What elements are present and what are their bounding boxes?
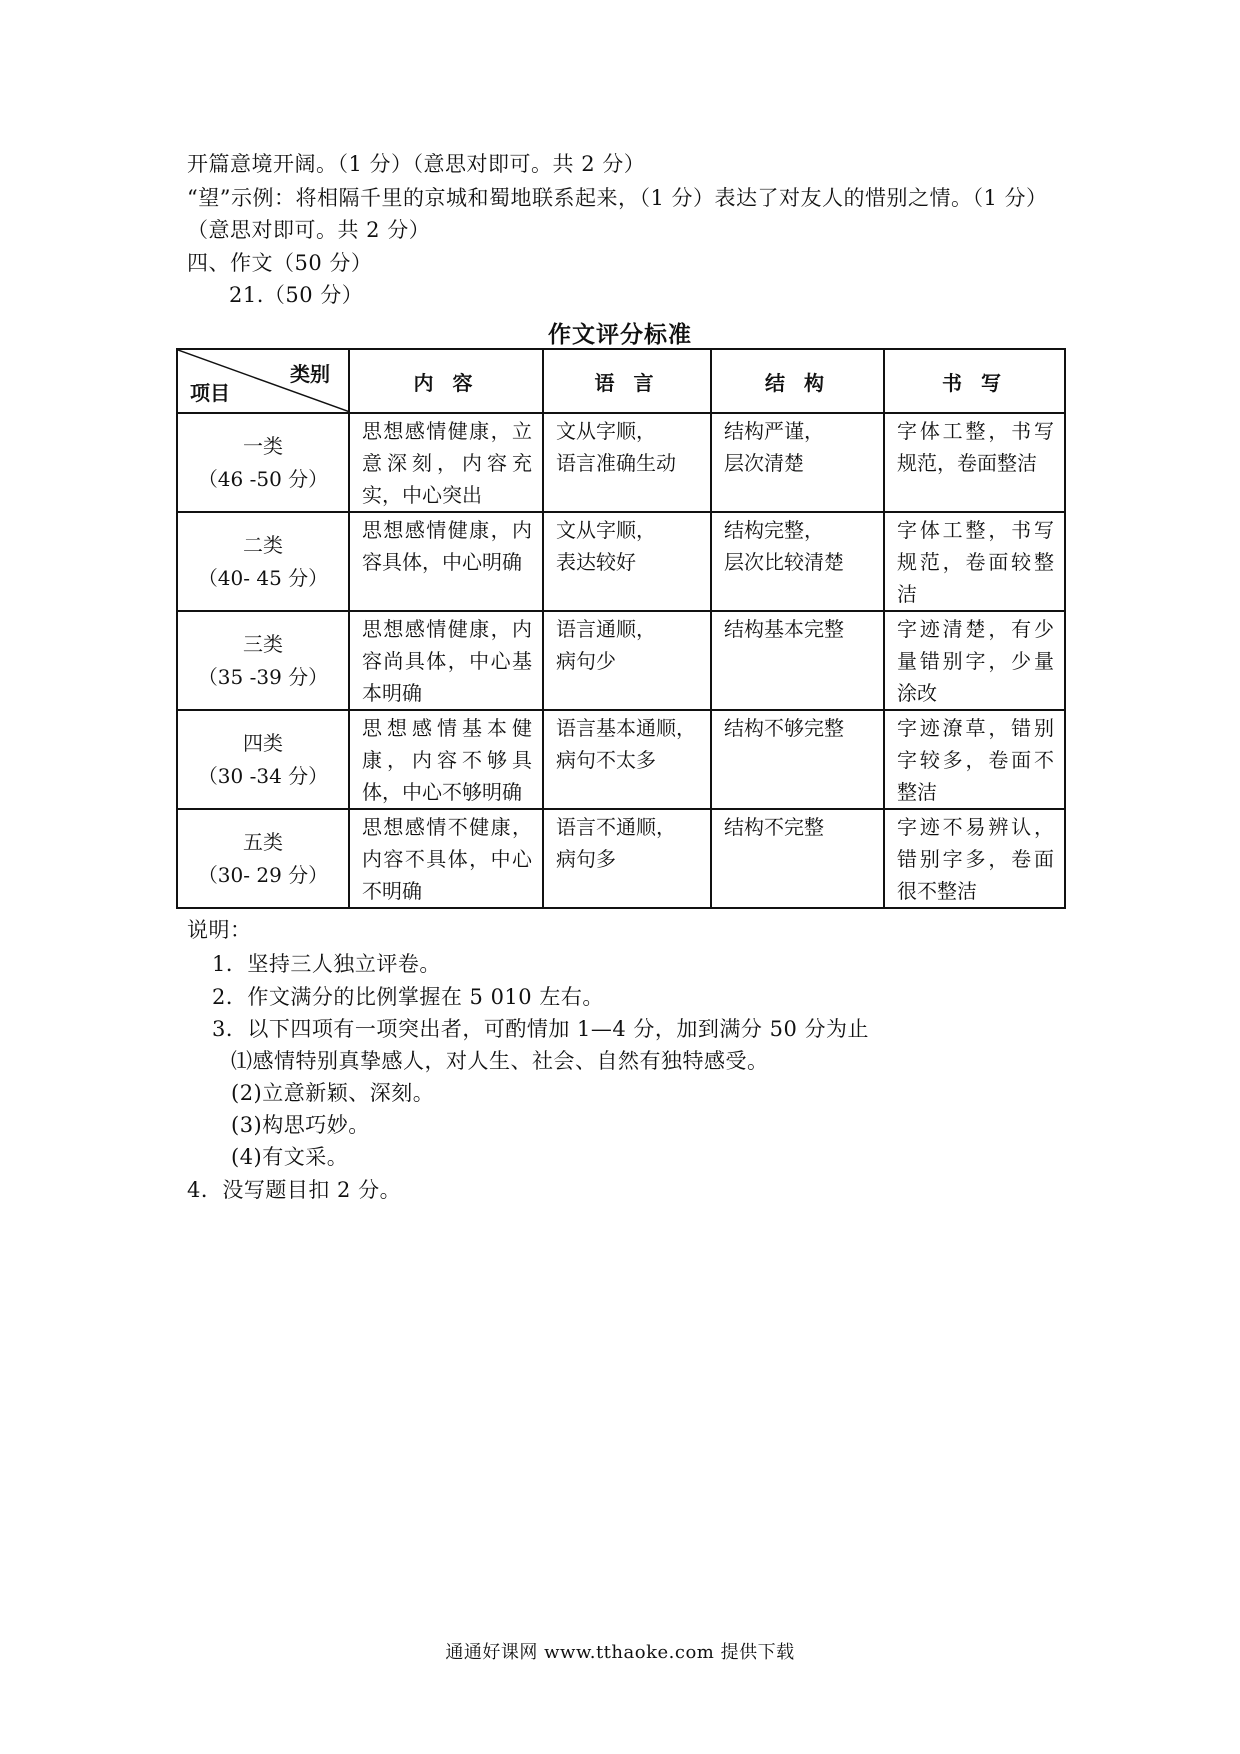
writing-criteria: 字迹不易辨认，错别字多，卷面很不整洁: [884, 809, 1065, 908]
grade-cell: [177, 710, 349, 809]
intro-line-3: （意思对即可。共 2 分）: [187, 218, 431, 242]
page-footer: 通通好课网 www.tthaoke.com 提供下载: [445, 1642, 795, 1663]
structure-criteria: 结构完整， 层次比较清楚: [711, 512, 884, 611]
grade-cell: [177, 809, 349, 908]
language-criteria: 语言通顺， 病句少: [543, 611, 711, 710]
table-title: 作文评分标准: [548, 321, 692, 348]
section-heading-composition: 四、作文（50 分）: [187, 251, 373, 275]
grade-range: （30- 29 分）: [197, 862, 329, 887]
grade-name: 五类: [243, 829, 283, 854]
notes-heading: 说明：: [187, 918, 252, 942]
grade-range: （30 -34 分）: [197, 763, 329, 788]
structure-criteria: 结构严谨， 层次清楚: [711, 413, 884, 512]
language-criteria: 文从字顺， 语言准确生动: [543, 413, 711, 512]
header-language: 语 言: [543, 349, 711, 413]
grading-table: [176, 348, 1066, 909]
writing-criteria: 字迹清楚，有少量错别字，少量涂改: [884, 611, 1065, 710]
content-criteria: 思想感情基本健康，内容不够具体，中心不够明确: [349, 710, 543, 809]
table-row: [177, 611, 1065, 710]
header-structure: 结 构: [711, 349, 884, 413]
grade-cell: [177, 611, 349, 710]
note-item: 4．没写题目扣 2 分。: [187, 1178, 402, 1202]
content-criteria: 思想感情健康，内容尚具体，中心基本明确: [349, 611, 543, 710]
writing-criteria: 字体工整，书写规范，卷面较整洁: [884, 512, 1065, 611]
note-subitem: ⑴感情特别真挚感人，对人生、社会、自然有独特感受。: [231, 1049, 769, 1073]
grade-range: （46 -50 分）: [197, 466, 329, 491]
header-writing: 书 写: [884, 349, 1065, 413]
note-item: 2．作文满分的比例掌握在 5 010 左右。: [212, 985, 604, 1009]
note-subitem: (3)构思巧妙。: [231, 1113, 370, 1137]
structure-criteria: 结构不够完整: [711, 710, 884, 809]
language-criteria: 语言基本通顺， 病句不太多: [543, 710, 711, 809]
table-row: [177, 413, 1065, 512]
note-subitem: (2)立意新颖、深刻。: [231, 1081, 435, 1105]
grade-name: 一类: [243, 433, 283, 458]
grade-range: （35 -39 分）: [197, 664, 329, 689]
header-corner-cell: [177, 349, 349, 413]
question-21-label: 21.（50 分）: [229, 283, 364, 307]
intro-line-1: 开篇意境开阔。（1 分）（意思对即可。共 2 分）: [187, 152, 646, 176]
note-subitem: (4)有文采。: [231, 1145, 349, 1169]
grade-cell: [177, 512, 349, 611]
language-criteria: 语言不通顺， 病句多: [543, 809, 711, 908]
grade-name: 二类: [243, 532, 283, 557]
grade-name: 四类: [243, 730, 283, 755]
grade-cell: [177, 413, 349, 512]
structure-criteria: 结构基本完整: [711, 611, 884, 710]
writing-criteria: 字体工整，书写规范，卷面整洁: [884, 413, 1065, 512]
header-item-label: 项目: [190, 381, 230, 405]
table-row: [177, 809, 1065, 908]
note-item: 3．以下四项有一项突出者，可酌情加 1—4 分，加到满分 50 分为止: [212, 1017, 870, 1041]
grade-range: （40- 45 分）: [197, 565, 329, 590]
table-row: [177, 512, 1065, 611]
content-criteria: 思想感情不健康，内容不具体，中心不明确: [349, 809, 543, 908]
content-criteria: 思想感情健康，内容具体，中心明确: [349, 512, 543, 611]
header-content: 内 容: [349, 349, 543, 413]
note-item: 1．坚持三人独立评卷。: [212, 952, 441, 976]
header-category-label: 类别: [290, 362, 330, 386]
table-header-row: [177, 349, 1065, 413]
language-criteria: 文从字顺， 表达较好: [543, 512, 711, 611]
intro-line-2: “望”示例：将相隔千里的京城和蜀地联系起来，（1 分）表达了对友人的惜别之情。（1 分）: [187, 186, 1048, 210]
structure-criteria: 结构不完整: [711, 809, 884, 908]
writing-criteria: 字迹潦草，错别字较多，卷面不整洁: [884, 710, 1065, 809]
content-criteria: 思想感情健康，立意深刻，内容充实，中心突出: [349, 413, 543, 512]
grade-name: 三类: [243, 631, 283, 656]
table-row: [177, 710, 1065, 809]
